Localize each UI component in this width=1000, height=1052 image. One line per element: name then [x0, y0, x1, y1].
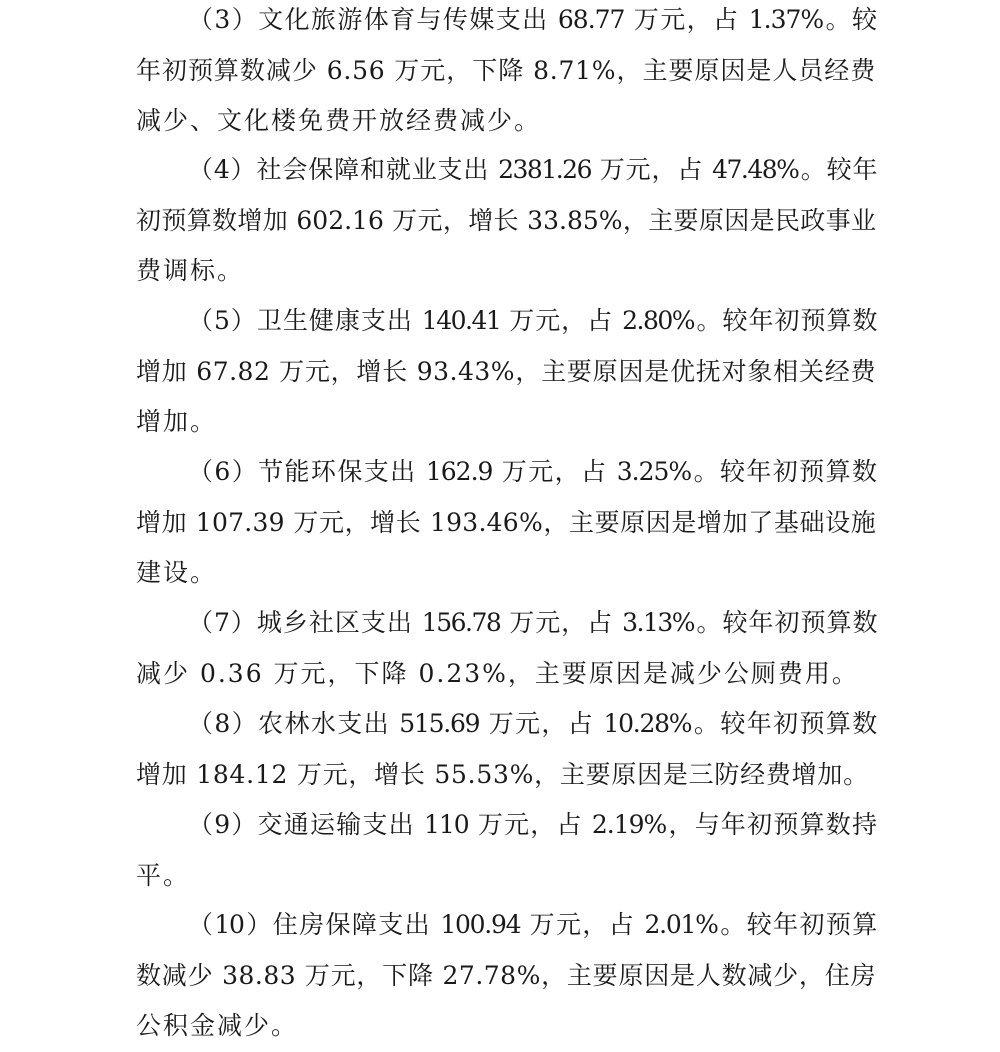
paragraph-housing [136, 900, 876, 1052]
paragraph-line: （9）交通运输支出 110 万元，占 2.19%，与年初预算数持 [188, 810, 876, 839]
paragraph-health [136, 296, 876, 448]
paragraph-culture-tourism [136, 0, 876, 147]
paragraph-line: （6）节能环保支出 162.9 万元，占 3.25%。较年初预算数 [188, 457, 876, 486]
paragraph-line: 年初预算数减少 6.56 万元，下降 8.71%，主要原因是人员经费 [136, 55, 876, 85]
paragraph-line: 公积金减少。 [136, 1011, 299, 1040]
paragraph-line: 数减少 38.83 万元，下降 27.78%，主要原因是人数减少，住房 [136, 960, 876, 990]
paragraph-transport [136, 800, 876, 901]
paragraph-social-security [136, 145, 876, 297]
paragraph-line: 初预算数增加 602.16 万元，增长 33.85%，主要原因是民政事业 [136, 205, 876, 235]
paragraph-line: （8）农林水支出 515.69 万元，占 10.28%。较年初预算数 [188, 709, 876, 738]
paragraph-urban-rural [136, 598, 876, 699]
paragraph-agriculture [136, 699, 876, 800]
paragraph-environment [136, 447, 876, 599]
paragraph-line: 减少、文化楼免费开放经费减少。 [136, 106, 542, 135]
paragraph-line: （7）城乡社区支出 156.78 万元，占 3.13%。较年初预算数 [188, 608, 876, 637]
paragraph-line: （5）卫生健康支出 140.41 万元，占 2.80%。较年初预算数 [188, 306, 876, 335]
paragraph-line: 费调标。 [136, 256, 245, 285]
paragraph-line: 平。 [136, 860, 191, 890]
paragraph-line: （4）社会保障和就业支出 2381.26 万元，占 47.48%。较年 [188, 155, 876, 184]
paragraph-line: 增加 107.39 万元，增长 193.46%，主要原因是增加了基础设施 [136, 507, 876, 537]
paragraph-line: 增加 67.82 万元，增长 93.43%，主要原因是优抚对象相关经费 [136, 356, 876, 386]
paragraph-line: （3）文化旅游体育与传媒支出 68.77 万元，占 1.37%。较 [188, 5, 876, 34]
paragraph-line: 建设。 [136, 558, 218, 587]
paragraph-line: （10）住房保障支出 100.94 万元，占 2.01%。较年初预算 [188, 910, 876, 939]
paragraph-line: 减少 0.36 万元，下降 0.23%，主要原因是减少公厕费用。 [136, 658, 859, 688]
paragraph-line: 增加 184.12 万元，增长 55.53%，主要原因是三防经费增加。 [136, 759, 869, 789]
paragraph-line: 增加。 [136, 407, 218, 436]
